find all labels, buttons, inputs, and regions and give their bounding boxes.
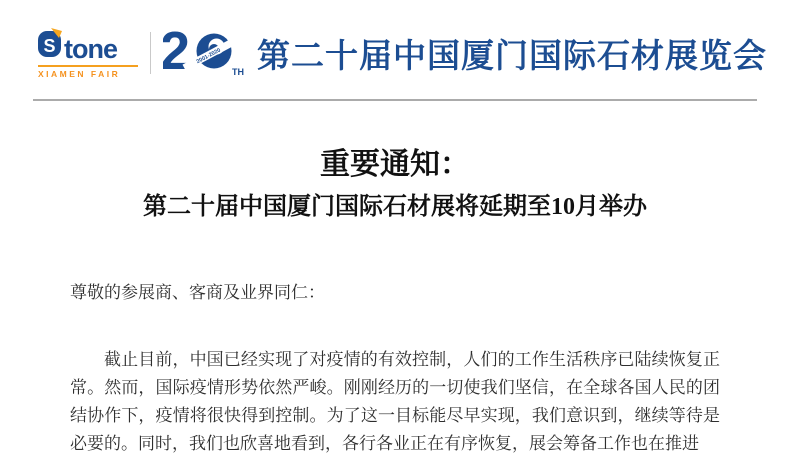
notice-document: [0, 101, 790, 458]
svg-text:2001-2020: 2001-2020: [195, 46, 222, 65]
notice-title: 重要通知：: [320, 148, 470, 181]
anniversary-digit-2: 2: [163, 23, 191, 78]
stone-s-icon: [38, 28, 63, 63]
notice-subtitle: 第二十届中国厦门国际石材展将延期至10月举办: [143, 194, 647, 220]
stone-wordmark: tone: [64, 33, 117, 64]
stone-logo-top-row: [38, 28, 140, 63]
stone-logo-rule: [38, 65, 138, 67]
stone-fair-logo: [38, 28, 140, 79]
anniversary-suffix-th: TH: [232, 66, 244, 77]
header-separator-line: [150, 32, 151, 74]
body-paragraph: [70, 346, 720, 458]
body-paragraph-cutoff-line: 必要的。同时，我们也欣喜地看到，各行各业正在有序恢复，展会筹备工作也在推进: [70, 434, 699, 453]
svg-text:S: S: [43, 35, 56, 56]
page-header: [38, 23, 767, 80]
20th-anniversary-logo: [163, 24, 245, 83]
body-paragraph-text: 截止目前，中国已经实现了对疫情的有效控制，人们的工作生活秩序已陆续恢复正常。然而，国际疫情形势依然严峻。刚刚经历的一切使我们坚信，在全球各国人民的团结协作下，疫情将很快得到控制。为了这一目标能尽早实现，我们意识到，继续等待是: [70, 350, 720, 425]
salutation: 尊敬的参展商、客商及业界同仁：: [70, 283, 325, 302]
stone-logo-subtitle: XIAMEN FAIR: [38, 68, 121, 79]
fair-title: 第二十届中国厦门国际石材展览会: [257, 36, 767, 74]
